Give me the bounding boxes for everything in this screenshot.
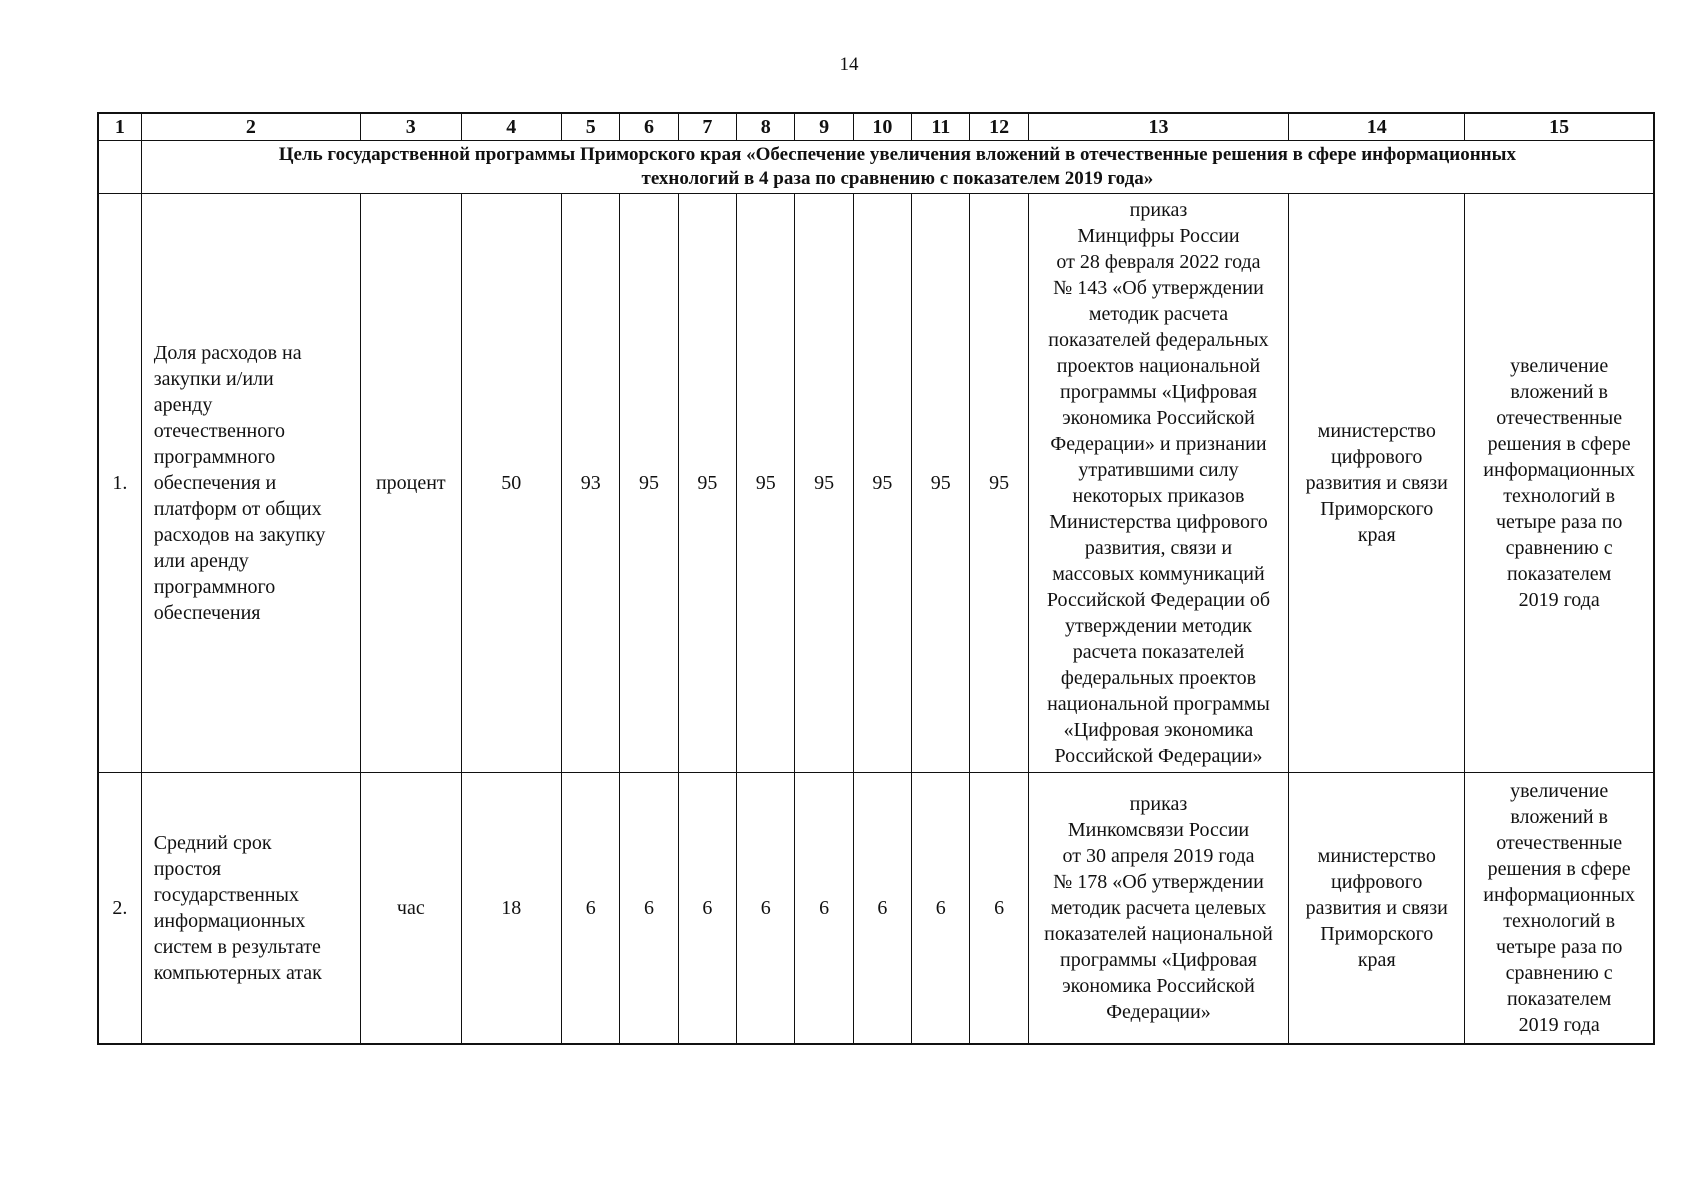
document-line: Федерации» — [1106, 1001, 1211, 1023]
document-line: Министерства цифрового — [1049, 511, 1268, 533]
responsible-line: края — [1357, 949, 1396, 971]
result-line: технологий в — [1503, 910, 1616, 932]
indicator-line: обеспечения и — [153, 472, 277, 494]
header-cell-10: 10 — [853, 113, 911, 141]
document-line: «Цифровая экономика — [1063, 719, 1254, 741]
goal-line: Цель государственной программы Приморского края «Обеспечение увеличения вложений в отечественные решения в сфере информационных — [278, 144, 1516, 165]
goal-cell — [141, 141, 1654, 194]
indicator-line: платформ от общих — [153, 498, 322, 520]
document-line: федеральных проектов — [1060, 667, 1257, 689]
result-line: сравнению с — [1505, 537, 1613, 559]
document-line: национальной программы — [1047, 693, 1270, 715]
document-line: от 28 февраля 2022 года — [1056, 251, 1261, 273]
value-cell: 95 — [737, 194, 795, 773]
header-cell-8: 8 — [737, 113, 795, 141]
header-cell-7: 7 — [678, 113, 736, 141]
value-cell: 6 — [853, 773, 911, 1045]
responsible-line: министерство — [1317, 420, 1436, 442]
indicator-line: закупки и/или — [153, 368, 274, 390]
document-line: Минкомсвязи России — [1067, 819, 1250, 841]
document-line: методик расчета целевых — [1050, 897, 1267, 919]
header-cell-12: 12 — [970, 113, 1028, 141]
document-line: № 143 «Об утверждении — [1053, 277, 1264, 299]
value-cell: 95 — [795, 194, 853, 773]
result-line: информационных — [1483, 459, 1636, 481]
document-line: расчета показателей — [1072, 641, 1245, 663]
result-cell — [1465, 194, 1654, 773]
goal-blank-cell — [98, 141, 141, 194]
header-cell-3: 3 — [361, 113, 461, 141]
header-cell-4: 4 — [461, 113, 561, 141]
header-row — [98, 113, 1654, 141]
indicator-line: компьютерных атак — [153, 962, 322, 984]
document-line: утратившими силу — [1078, 459, 1239, 481]
unit-cell: процент — [361, 194, 461, 773]
indicators-table — [97, 112, 1655, 1045]
base-value-cell: 18 — [461, 773, 561, 1045]
result-line: увеличение — [1510, 780, 1609, 802]
responsible-line: края — [1357, 524, 1396, 546]
result-cell — [1465, 773, 1654, 1045]
document-line: Минцифры России — [1077, 225, 1240, 247]
document-line: от 30 апреля 2019 года — [1062, 845, 1255, 867]
document-line: показателей федеральных — [1048, 329, 1269, 351]
result-line: решения в сфере — [1487, 433, 1631, 455]
row-number-cell: 1. — [98, 194, 141, 773]
indicator-cell — [141, 773, 360, 1045]
result-line: отечественные — [1496, 407, 1623, 429]
document-line: Российской Федерации об — [1046, 589, 1271, 611]
page-number: 14 — [839, 54, 859, 75]
document-line: программы «Цифровая — [1060, 949, 1257, 971]
document-line: программы «Цифровая — [1060, 381, 1257, 403]
header-cell-9: 9 — [795, 113, 853, 141]
result-line: технологий в — [1503, 485, 1616, 507]
responsible-line: министерство — [1317, 845, 1436, 867]
value-cell: 6 — [620, 773, 678, 1045]
value-cell: 6 — [912, 773, 970, 1045]
document-cell — [1028, 194, 1288, 773]
result-line: 2019 года — [1518, 589, 1600, 611]
indicator-line: систем в результате — [153, 936, 321, 958]
indicator-line: обеспечения — [153, 602, 261, 624]
document-line: экономика Российской — [1062, 407, 1255, 429]
row-number-cell: 2. — [98, 773, 141, 1045]
result-line: 2019 года — [1518, 1014, 1600, 1036]
goal-row — [98, 141, 1654, 194]
result-line: увеличение — [1510, 355, 1609, 377]
header-cell-6: 6 — [620, 113, 678, 141]
document-line: проектов национальной — [1056, 355, 1261, 377]
document-line: массовых коммуникаций — [1052, 563, 1265, 585]
table-row — [98, 773, 1654, 1045]
value-cell: 95 — [912, 194, 970, 773]
indicator-line: программного — [153, 446, 276, 468]
header-cell-2: 2 — [141, 113, 360, 141]
result-line: вложений в — [1510, 806, 1608, 828]
header-cell-5: 5 — [562, 113, 620, 141]
document-line: Федерации» и признании — [1050, 433, 1267, 455]
value-cell: 6 — [562, 773, 620, 1045]
responsible-line: Приморского — [1320, 923, 1434, 945]
document-cell — [1028, 773, 1288, 1045]
indicator-line: или аренду — [153, 550, 249, 572]
header-cell-13: 13 — [1028, 113, 1288, 141]
responsible-line: развития и связи — [1305, 897, 1448, 919]
result-line: информационных — [1483, 884, 1636, 906]
result-line: четыре раза по — [1495, 936, 1623, 958]
indicator-line: аренду — [153, 394, 213, 416]
indicator-line: программного — [153, 576, 276, 598]
document-line: приказ — [1129, 793, 1188, 815]
document-line: Российской Федерации» — [1054, 745, 1263, 767]
document-line: № 178 «Об утверждении — [1053, 871, 1264, 893]
result-line: показателем — [1506, 563, 1612, 585]
goal-line: технологий в 4 раза по сравнению с показателем 2019 года» — [641, 168, 1154, 189]
responsible-line: цифрового — [1331, 446, 1423, 468]
header-cell-14: 14 — [1289, 113, 1465, 141]
document-line: приказ — [1129, 199, 1188, 221]
document-line: утверждении методик — [1065, 615, 1252, 637]
indicator-line: информационных — [153, 910, 306, 932]
indicator-line: простоя — [153, 858, 222, 880]
result-line: решения в сфере — [1487, 858, 1631, 880]
indicator-line: государственных — [153, 884, 299, 906]
value-cell: 6 — [795, 773, 853, 1045]
result-line: отечественные — [1496, 832, 1623, 854]
header-cell-1: 1 — [98, 113, 141, 141]
indicator-line: Средний срок — [153, 832, 272, 854]
responsible-line: цифрового — [1331, 871, 1423, 893]
indicator-line: Доля расходов на — [153, 342, 302, 364]
table-row — [98, 194, 1654, 773]
result-line: показателем — [1506, 988, 1612, 1010]
value-cell: 6 — [737, 773, 795, 1045]
value-cell: 95 — [620, 194, 678, 773]
indicator-line: отечественного — [153, 420, 285, 442]
value-cell: 95 — [970, 194, 1028, 773]
responsible-cell — [1289, 773, 1465, 1045]
indicator-line: расходов на закупку — [153, 524, 326, 546]
document-line: развития, связи и — [1084, 537, 1233, 559]
unit-cell: час — [361, 773, 461, 1045]
header-cell-15: 15 — [1465, 113, 1654, 141]
document-line: некоторых приказов — [1072, 485, 1245, 507]
document-line: экономика Российской — [1062, 975, 1255, 997]
responsible-line: Приморского — [1320, 498, 1434, 520]
indicator-cell — [141, 194, 360, 773]
value-cell: 93 — [562, 194, 620, 773]
value-cell: 6 — [970, 773, 1028, 1045]
value-cell: 95 — [853, 194, 911, 773]
value-cell: 6 — [678, 773, 736, 1045]
document-line: показателей национальной — [1044, 923, 1273, 945]
responsible-cell — [1289, 194, 1465, 773]
responsible-line: развития и связи — [1305, 472, 1448, 494]
value-cell: 95 — [678, 194, 736, 773]
document-line: методик расчета — [1088, 303, 1229, 325]
base-value-cell: 50 — [461, 194, 561, 773]
result-line: четыре раза по — [1495, 511, 1623, 533]
header-cell-11: 11 — [912, 113, 970, 141]
result-line: вложений в — [1510, 381, 1608, 403]
result-line: сравнению с — [1505, 962, 1613, 984]
